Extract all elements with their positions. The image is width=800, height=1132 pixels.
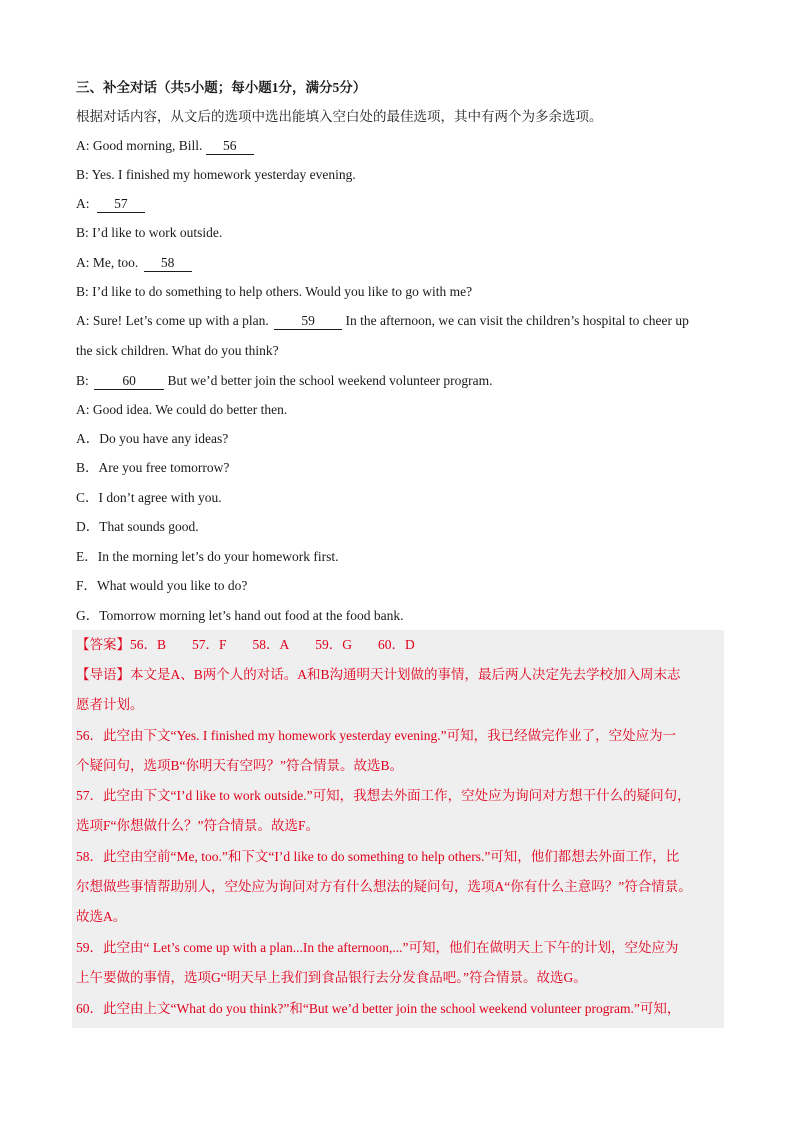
guide-line-2: 愿者计划。 [76, 697, 144, 712]
option-b: B．Are you free tomorrow? [76, 460, 230, 475]
answer-56: 56．B [130, 637, 167, 652]
guide-line-1: 【导语】本文是A、B两个人的对话。A和B沟通明天计划做的事情，最后两人决定先去学校加入周末志 [76, 667, 681, 682]
blank-60: 60 [94, 373, 164, 390]
option-a: A．Do you have any ideas? [76, 431, 229, 446]
blank-58: 58 [144, 255, 192, 272]
dialogue-line-4: B: I’d like to work outside. [76, 225, 223, 240]
dialogue-line-7: A: Sure! Let’s come up with a plan. 59 In the afternoon, we can visit the children’s hospital to cheer up [76, 313, 689, 328]
blank-57: 57 [97, 196, 145, 213]
explanation-line: 尔想做些事情帮助别人，空处应为询问对方有什么想法的疑问句，选项A“你有什么主意吗？”符合情景。 [76, 879, 692, 894]
explanation-line: 58．此空由空前“Me, too.”和下文“I’d like to do something to help others.”可知，他们都想去外面工作，比 [76, 849, 680, 864]
dialogue-line-1: A: Good morning, Bill. 56 [76, 136, 726, 156]
dialogue-line-9: B: 60 But we’d better join the school weekend volunteer program. [76, 373, 493, 388]
explanation-line: 57．此空由下文“I’d like to work outside.”可知，我想去外面工作，空处应为询问对方想干什么的疑问句， [76, 788, 691, 803]
dialogue-line-3: A: 57 [76, 194, 726, 214]
explanation-line: 选项F“你想做什么？”符合情景。故选F。 [76, 818, 319, 833]
answer-line: 【答案】56．B 57．F 58．A 59．G 60．D [76, 635, 726, 655]
explanation-line: 56．此空由下文“Yes. I finished my homework yesterday evening.”可知，我已经做完作业了，空处应为一 [76, 728, 677, 743]
option-g: G．Tomorrow morning let’s hand out food at the food bank. [76, 608, 404, 623]
option-f: F．What would you like to do? [76, 578, 248, 593]
section-title: 三、补全对话（共5小题；每小题1分，满分5分） [76, 80, 367, 95]
answer-57: 57．F [192, 637, 227, 652]
dialogue-line-2: B: Yes. I finished my homework yesterday evening. [76, 167, 356, 182]
option-d: D．That sounds good. [76, 519, 199, 534]
dialogue-line-5: A: Me, too. 58 [76, 253, 726, 273]
dialogue-line-8: the sick children. What do you think? [76, 343, 279, 358]
blank-56: 56 [206, 138, 254, 155]
blank-59: 59 [274, 313, 342, 330]
answer-60: 60．D [378, 637, 415, 652]
explanation-line: 59．此空由“ Let’s come up with a plan...In the afternoon,...”可知，他们在做明天上下午的计划，空处应为 [76, 940, 679, 955]
option-c: C．I don’t agree with you. [76, 490, 222, 505]
answer-58: 58．A [252, 637, 290, 652]
explanation-line: 故选A。 [76, 909, 127, 924]
dialogue-line-6: B: I’d like to do something to help others. Would you like to go with me? [76, 284, 473, 299]
answer-59: 59．G [315, 637, 353, 652]
dialogue-line-10: A: Good idea. We could do better then. [76, 402, 288, 417]
explanation-line: 个疑问句，选项B“你明天有空吗？”符合情景。故选B。 [76, 758, 403, 773]
explanation-line: 60．此空由上文“What do you think?”和“But we’d better join the school weekend volunteer program.”可知， [76, 1001, 681, 1016]
option-e: E．In the morning let’s do your homework first. [76, 549, 339, 564]
section-instruction: 根据对话内容，从文后的选项中选出能填入空白处的最佳选项，其中有两个为多余选项。 [76, 109, 603, 124]
explanation-line: 上午要做的事情，选项G“明天早上我们到食品银行去分发食品吧。”符合情景。故选G。 [76, 970, 587, 985]
